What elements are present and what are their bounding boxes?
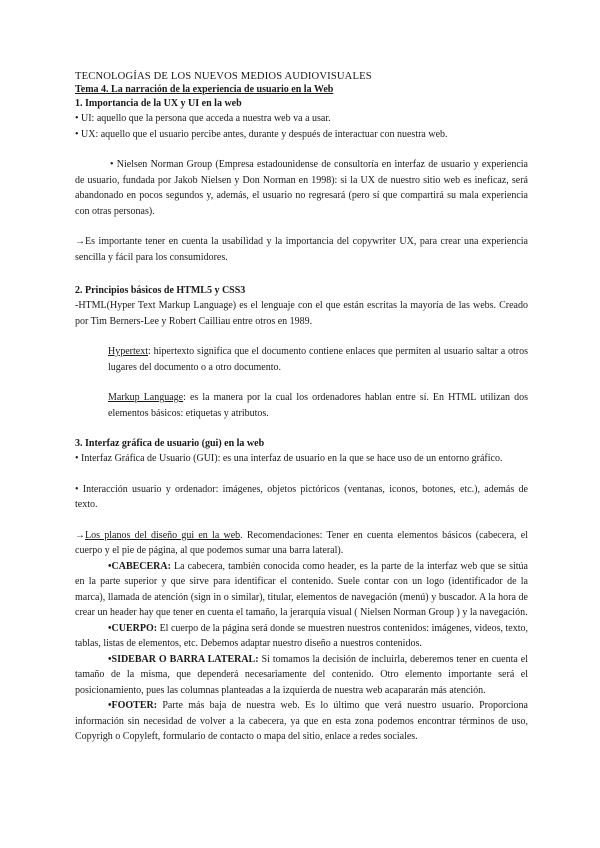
markup-term: Markup Language: [108, 392, 184, 403]
document-title: TECNOLOGÍAS DE LOS NUEVOS MEDIOS AUDIOVISUALES: [75, 71, 372, 82]
section-1-heading: 1. Importancia de la UX y UI en la web: [75, 98, 242, 109]
section-3-heading: 3. Interfaz gráfica de usuario (gui) en la web: [75, 438, 265, 449]
footer-text: Parte más baja de nuestra web. Es lo último que verá nuestro usuario. Proporciona información sin necesidad de volver a la cabecera, ya que en esta zona podemos encontrar términos de uso, Copyrigh o Copyleft, formulario de contacto o mapa del sitio, enlace a redes sociales.: [75, 700, 528, 742]
planes-recommendations: . Recomendaciones: Tener en cuenta elementos básicos (cabecera, el cuerpo y el pie de página, al que podemos sumar una barra lateral).: [75, 529, 528, 556]
document-subtitle: Tema 4. La narración de la experiencia de usuario en la Web: [75, 84, 334, 95]
gui-definition: • Interfaz Gráfica de Usuario (GUI): es una interfaz de usuario en la que se hace uso de un entorno gráfico.: [75, 453, 503, 464]
footer-paragraph: [75, 698, 528, 745]
markup-definition: : es la manera por la cual los ordenadores hablan entre sí. En HTML utilizan dos elementos básicos: etiquetas y atributos.: [108, 392, 528, 419]
cuerpo-text: El cuerpo de la página será donde se muestren nuestros contenidos: imágenes, videos, texto, tablas, listas de elementos, etc. Debemos adaptar nuestro diseño a nuestros contenidos.: [75, 622, 528, 649]
footer-label: •FOOTER:: [108, 700, 158, 711]
planes-link: Los planos del diseño gui en la web: [85, 529, 241, 541]
sidebar-text: Si tomamos la decisión de incluirla, deberemos tener en cuenta el tamaño de la misma, que dependerá necesariamente del contenido. Otro elemento importante será el posicionamiento, pues las columnas planteadas a la izquierda de nuestra web acapararán más atención.: [75, 653, 528, 696]
markup-paragraph: [75, 390, 528, 421]
usability-note: →Es importante tener en cuenta la usabilidad y la importancia del copywriter UX, para crear una experiencia sencilla y fácil para los consumidores.: [75, 236, 528, 263]
ui-definition: • UI: aquello que la persona que acceda a nuestra web va a usar.: [75, 113, 331, 124]
hypertext-paragraph: [75, 344, 528, 375]
interaction-paragraph: • Interacción usuario y ordenador: imágenes, objetos pictóricos (ventanas, iconos, botones, etc.), además de texto.: [75, 483, 528, 510]
arrow-icon: →: [75, 529, 85, 541]
ux-definition: • UX: aquello que el usuario percibe antes, durante y después de interactuar con nuestra web.: [75, 128, 448, 140]
sidebar-paragraph: [75, 652, 528, 699]
cabecera-text: La cabecera, también conocida como header, es la parte de la interfaz web que se sitúa en la parte superior y que sirve para identificar el contenido. Suele contar con un logo (identificador de la marca), llamada de atención (sign in o similar), titular, elementos de navegación (menú) y buscador. A la hora de crear un header hay que tener en cuenta el tamaño, la jerarquía visual ( Nielsen Norman Group ) y la navegación.: [75, 560, 528, 618]
sidebar-label: •SIDEBAR O BARRA LATERAL:: [108, 653, 259, 665]
hypertext-term: Hypertext: [108, 346, 148, 357]
planes-paragraph: [75, 528, 528, 559]
hypertext-definition: : hipertexto significa que el documento contiene enlaces que permiten al usuario saltar a otros lugares del documento o a otro documento.: [108, 346, 528, 373]
html-paragraph: -HTML(Hyper Text Markup Language) es el lenguaje con el que están escritas la mayoría de las webs. Creado por Tim Berners-Lee y Robert Cailliau entre otros en 1989.: [75, 300, 528, 327]
cabecera-paragraph: [75, 559, 528, 621]
section-2-heading: 2. Principios básicos de HTML5 y CSS3: [75, 285, 246, 296]
cuerpo-paragraph: [75, 621, 528, 652]
cuerpo-label: •CUERPO:: [108, 622, 158, 634]
cabecera-label: •CABECERA:: [108, 560, 171, 572]
nielsen-paragraph: • Nielsen Norman Group (Empresa estadounidense de consultoría en interfaz de usuario y experiencia de usuario, fundada por Jakob Nielsen y Don Norman en 1998): si la UX de nuestro sitio web es ineficaz, será abandonado en pocos segundos y, además, el usuario no regresará (pero sí que compartirá su mala experiencia con otras personas).: [75, 159, 528, 217]
